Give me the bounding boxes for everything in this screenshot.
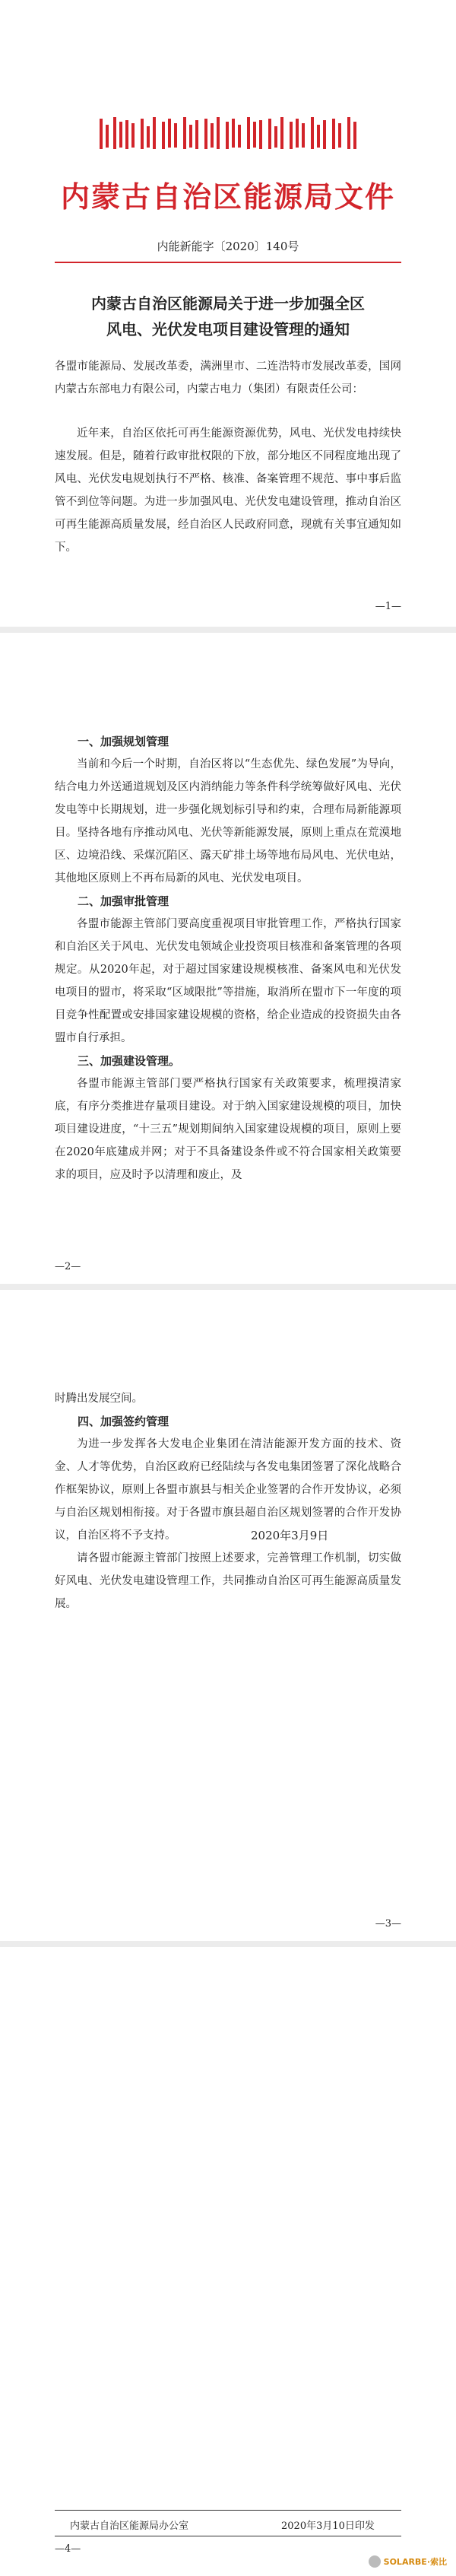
addressee: 各盟市能源局、发展改革委，满洲里市、二连浩特市发展改革委，国网内蒙古东部电力有限公司，内蒙古电力（集团）有限责任公司： xyxy=(55,361,401,395)
section-heading: 三、加强建设管理。 xyxy=(78,1054,181,1068)
closing-paragraph: 请各盟市能源主管部门按照上述要求，完善管理工作机制，切实做好风电、光伏发电建设管理工作，共同推动自治区可再生能源高质量发展。 xyxy=(55,1552,401,1610)
watermark xyxy=(369,2555,447,2568)
section-paragraph: 为进一步发挥各大发电企业集团在清洁能源开发方面的技术、资金、人才等优势，自治区政府已经陆续与各发电集团签署了深化战略合作框架协议，原则上各盟市旗县与相关企业签署的合作开发协议，必须与自治区规划相衔接。对于各盟市旗县超自治区规划签署的合作开发协议，自治区将不予支持。 xyxy=(55,1438,401,1542)
section-paragraph: 当前和今后一个时期，自治区将以“生态优先、绿色发展”为导向，结合电力外送通道规划及区内消纳能力等条件科学统筹做好风电、光伏发电等中长期规划，进一步强化规划标引导和约束，合理布局新能源项目。坚持各地有序推动风电、光伏等新能源发展，原则上重点在荒漠地区、边境沿线、采煤沉陷区、露天矿排土场等地布局风电、光伏电站，其他地区原则上不再布局新的风电、光伏发电项目。 xyxy=(55,758,401,885)
section-paragraph: 各盟市能源主管部门要严格执行国家有关政策要求，梳理摸清家底，有序分类推进存量项目建设。对于纳入国家建设规模的项目，加快项目建设进度，“十三五”规划期间纳入国家建设规模的项目，原则上要在2020年底建成并网；对于不具备建设条件或不符合国家相关政策要求的项目，应及时予以清理和废止，及 xyxy=(55,1078,401,1181)
page-number: —2— xyxy=(55,1261,81,1272)
page-3 xyxy=(0,1290,456,1941)
print-date: 2020年3月10日印发 xyxy=(281,2520,375,2532)
document-number: 内能新能字〔2020〕140号 xyxy=(157,240,299,253)
page-4 xyxy=(0,1947,456,2576)
document-header-title: 内蒙古自治区能源局文件 xyxy=(60,179,395,214)
notice-body-page3 xyxy=(55,1387,401,1615)
issue-date: 2020年3月9日 xyxy=(251,1529,329,1542)
page-number: —1— xyxy=(375,601,401,612)
watermark-text: SOLARBE·索比 xyxy=(383,2557,447,2567)
watermark-icon xyxy=(369,2555,381,2568)
section-heading: 二、加强审批管理 xyxy=(78,894,169,908)
page-2 xyxy=(0,633,456,1284)
notice-body-page2 xyxy=(55,730,401,1186)
intro-paragraph: 近年来，自治区依托可再生能源资源优势，风电、光伏发电持续快速发展。但是，随着行政审批权限的下放，部分地区不同程度地出现了风电、光伏发电规划执行不严格、核准、备案管理不规范、事中事后监管不到位等问题。为进一步加强风电、光伏发电建设管理，推动自治区可再生能源高质量发展，经自治区人民政府同意，现就有关事宜通知如下。 xyxy=(55,427,401,554)
section-heading: 四、加强签约管理 xyxy=(78,1415,169,1428)
section-paragraph-continued: 时腾出发展空间。 xyxy=(55,1393,143,1405)
issuing-office: 内蒙古自治区能源局办公室 xyxy=(70,2520,189,2532)
section-heading: 一、加强规划管理 xyxy=(78,735,169,748)
red-divider xyxy=(55,262,401,263)
page-number: —4— xyxy=(55,2543,81,2555)
page-number: —3— xyxy=(375,1918,401,1930)
footer-top-line xyxy=(55,2510,401,2511)
section-paragraph: 各盟市能源主管部门要高度重视项目审批管理工作，严格执行国家和自治区关于风电、光伏发电领域企业投资项目核准和备案管理的各项规定。从2020年起，对于超过国家建设规模核准、备案风电和光伏发电项目的盟市，将采取“区域限批”等措施，取消所在盟市下一年度的项目竞争性配置或安排国家建设规模的资格，给企业造成的投资损失由各盟市自行承担。 xyxy=(55,918,401,1044)
notice-title-line1: 内蒙古自治区能源局关于进一步加强全区 xyxy=(91,294,365,313)
mongolian-script-logo xyxy=(95,114,361,152)
notice-title-line2: 风电、光伏发电项目建设管理的通知 xyxy=(106,320,350,338)
notice-body-page1 xyxy=(55,355,401,559)
page-1 xyxy=(0,0,456,627)
